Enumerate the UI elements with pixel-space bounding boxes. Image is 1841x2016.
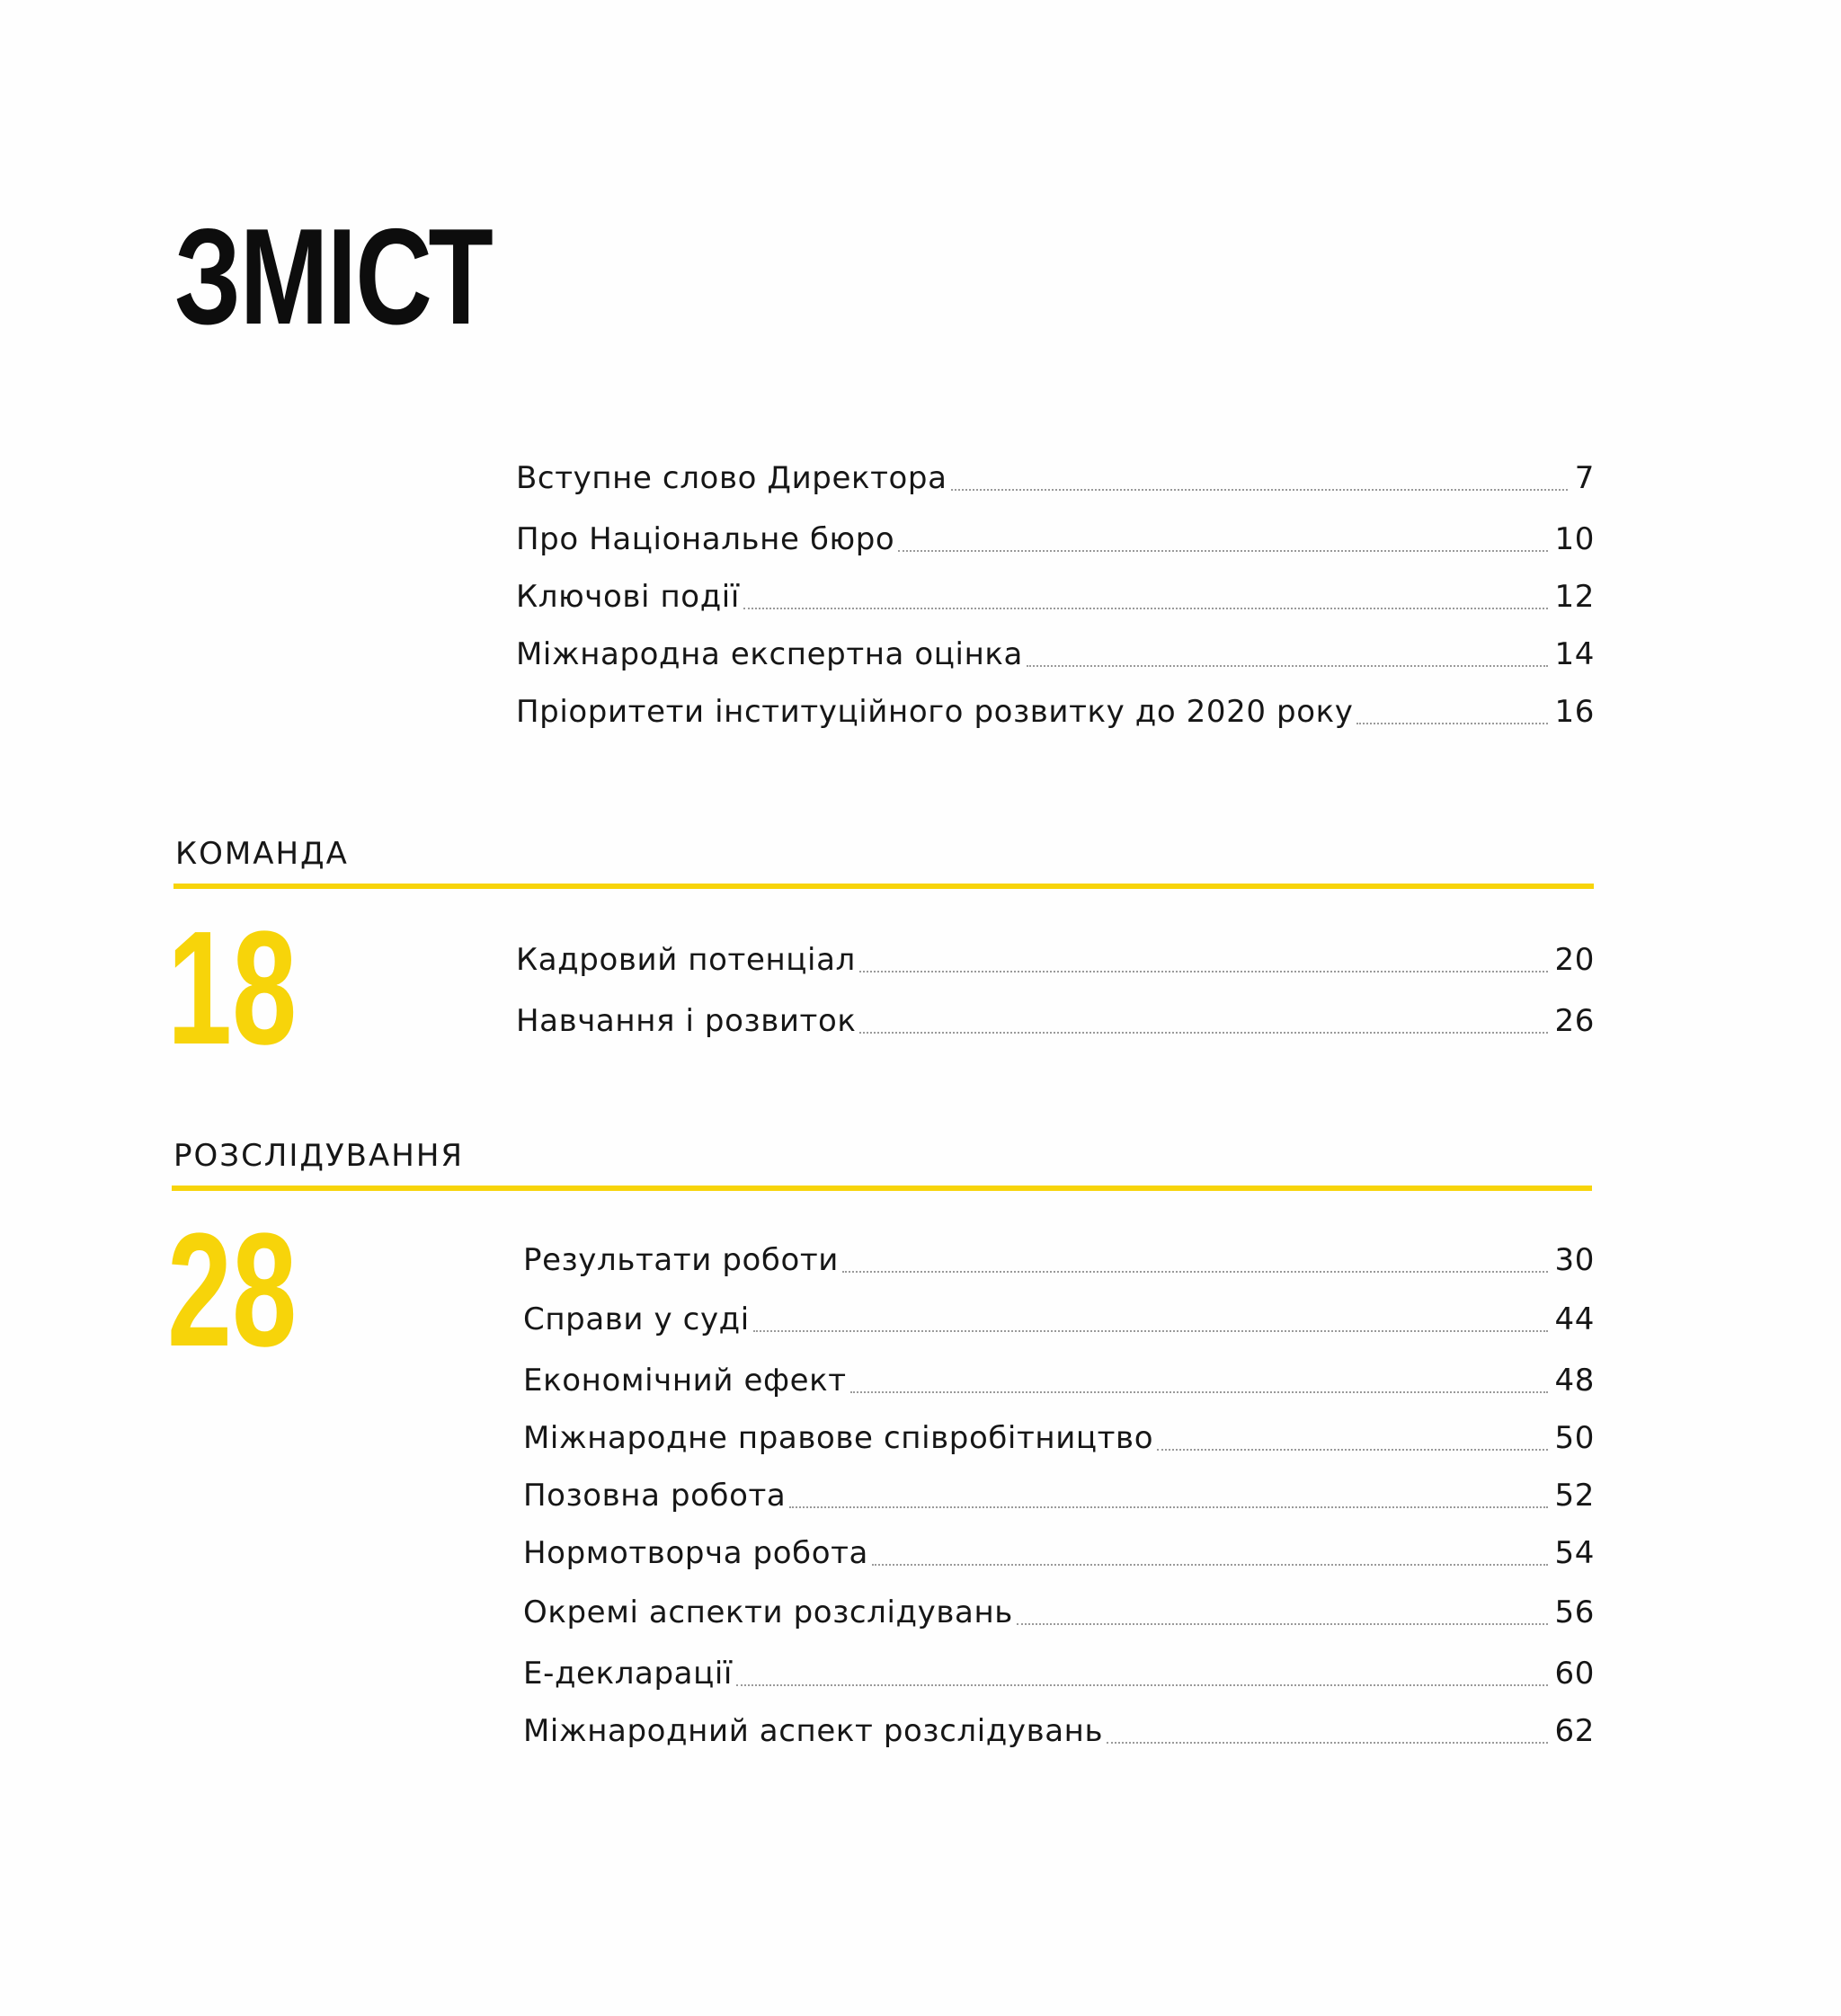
dot-leader bbox=[842, 1271, 1548, 1273]
toc-entry-page: 54 bbox=[1554, 1535, 1595, 1571]
toc-entry[interactable] bbox=[523, 1710, 1595, 1749]
toc-entry[interactable] bbox=[516, 575, 1595, 615]
toc-entry-label: Економічний ефект bbox=[523, 1363, 847, 1399]
dot-leader bbox=[859, 971, 1548, 972]
toc-entry[interactable] bbox=[523, 1298, 1595, 1337]
page-title: ЗМІСТ bbox=[174, 200, 493, 353]
toc-entry-page: 30 bbox=[1554, 1242, 1595, 1278]
toc-entry-label: Пріоритети інституційного розвитку до 2020 року bbox=[516, 694, 1354, 730]
dot-leader bbox=[1157, 1449, 1547, 1451]
toc-entry-page: 44 bbox=[1554, 1301, 1595, 1337]
section-page-number: 28 bbox=[167, 1200, 298, 1381]
toc-entry-page: 14 bbox=[1554, 636, 1595, 672]
toc-entry[interactable] bbox=[523, 1652, 1595, 1692]
toc-entry-page: 12 bbox=[1554, 579, 1595, 615]
toc-investigations bbox=[523, 1239, 1595, 1778]
toc-entry-label: Кадровий потенціал bbox=[516, 942, 856, 978]
toc-entry-page: 20 bbox=[1554, 942, 1595, 978]
dot-leader bbox=[850, 1391, 1548, 1393]
toc-entry-label: Міжнародний аспект розслідувань bbox=[523, 1713, 1104, 1749]
toc-entry-label: Результати роботи bbox=[523, 1242, 839, 1278]
dot-leader bbox=[743, 608, 1548, 609]
dot-leader bbox=[736, 1684, 1548, 1686]
toc-entry[interactable] bbox=[516, 633, 1595, 672]
toc-entry-page: 56 bbox=[1554, 1594, 1595, 1630]
toc-entry[interactable] bbox=[516, 999, 1595, 1039]
toc-entry-label: Міжнародна експертна оцінка bbox=[516, 636, 1023, 672]
toc-entry-label: Е-декларації bbox=[523, 1656, 733, 1692]
toc-entry-page: 10 bbox=[1554, 521, 1595, 557]
dot-leader bbox=[1017, 1623, 1548, 1625]
toc-entry-page: 52 bbox=[1554, 1478, 1595, 1514]
section-heading-team: КОМАНДА bbox=[175, 836, 349, 872]
toc-entry-label: Справи у суді bbox=[523, 1301, 750, 1337]
toc-entry-label: Навчання і розвиток bbox=[516, 1003, 857, 1039]
toc-entry-page: 26 bbox=[1554, 1003, 1595, 1039]
toc-entry-page: 48 bbox=[1554, 1363, 1595, 1399]
toc-entry[interactable] bbox=[523, 1591, 1595, 1630]
toc-entry[interactable] bbox=[523, 1359, 1595, 1399]
toc-entry-label: Нормотворча робота bbox=[523, 1535, 868, 1571]
dot-leader bbox=[859, 1032, 1547, 1034]
dot-leader bbox=[1107, 1742, 1547, 1744]
toc-entry[interactable] bbox=[523, 1417, 1595, 1456]
section-divider bbox=[172, 1186, 1592, 1191]
dot-leader bbox=[1356, 723, 1547, 724]
dot-leader bbox=[753, 1330, 1548, 1332]
toc-entry[interactable] bbox=[516, 690, 1595, 730]
section-heading-investigations: РОЗСЛІДУВАННЯ bbox=[173, 1138, 465, 1174]
toc-entry-page: 7 bbox=[1574, 460, 1595, 496]
toc-entry-label: Про Національне бюро bbox=[516, 521, 895, 557]
toc-entry[interactable] bbox=[523, 1474, 1595, 1514]
toc-entry-label: Міжнародне правове співробітництво bbox=[523, 1420, 1154, 1456]
toc-entry[interactable] bbox=[516, 518, 1595, 557]
toc-intro bbox=[516, 457, 1595, 753]
toc-entry[interactable] bbox=[516, 457, 1595, 496]
toc-entry-label: Позовна робота bbox=[523, 1478, 787, 1514]
toc-entry[interactable] bbox=[516, 938, 1595, 978]
toc-entry-page: 60 bbox=[1554, 1656, 1595, 1692]
dot-leader bbox=[789, 1506, 1547, 1508]
section-page-number: 18 bbox=[167, 898, 298, 1079]
toc-entry-page: 16 bbox=[1554, 694, 1595, 730]
dot-leader bbox=[951, 489, 1568, 491]
toc-entry[interactable] bbox=[523, 1239, 1595, 1278]
dot-leader bbox=[1027, 665, 1548, 667]
dot-leader bbox=[898, 550, 1547, 552]
toc-entry-page: 50 bbox=[1554, 1420, 1595, 1456]
dot-leader bbox=[872, 1564, 1548, 1566]
toc-entry-label: Окремі аспекти розслідувань bbox=[523, 1594, 1013, 1630]
toc-team bbox=[516, 938, 1595, 1046]
toc-entry-label: Вступне слово Директора bbox=[516, 460, 947, 496]
toc-entry[interactable] bbox=[523, 1532, 1595, 1571]
toc-entry-label: Ключові події bbox=[516, 579, 740, 615]
section-divider bbox=[173, 884, 1594, 889]
toc-entry-page: 62 bbox=[1554, 1713, 1595, 1749]
